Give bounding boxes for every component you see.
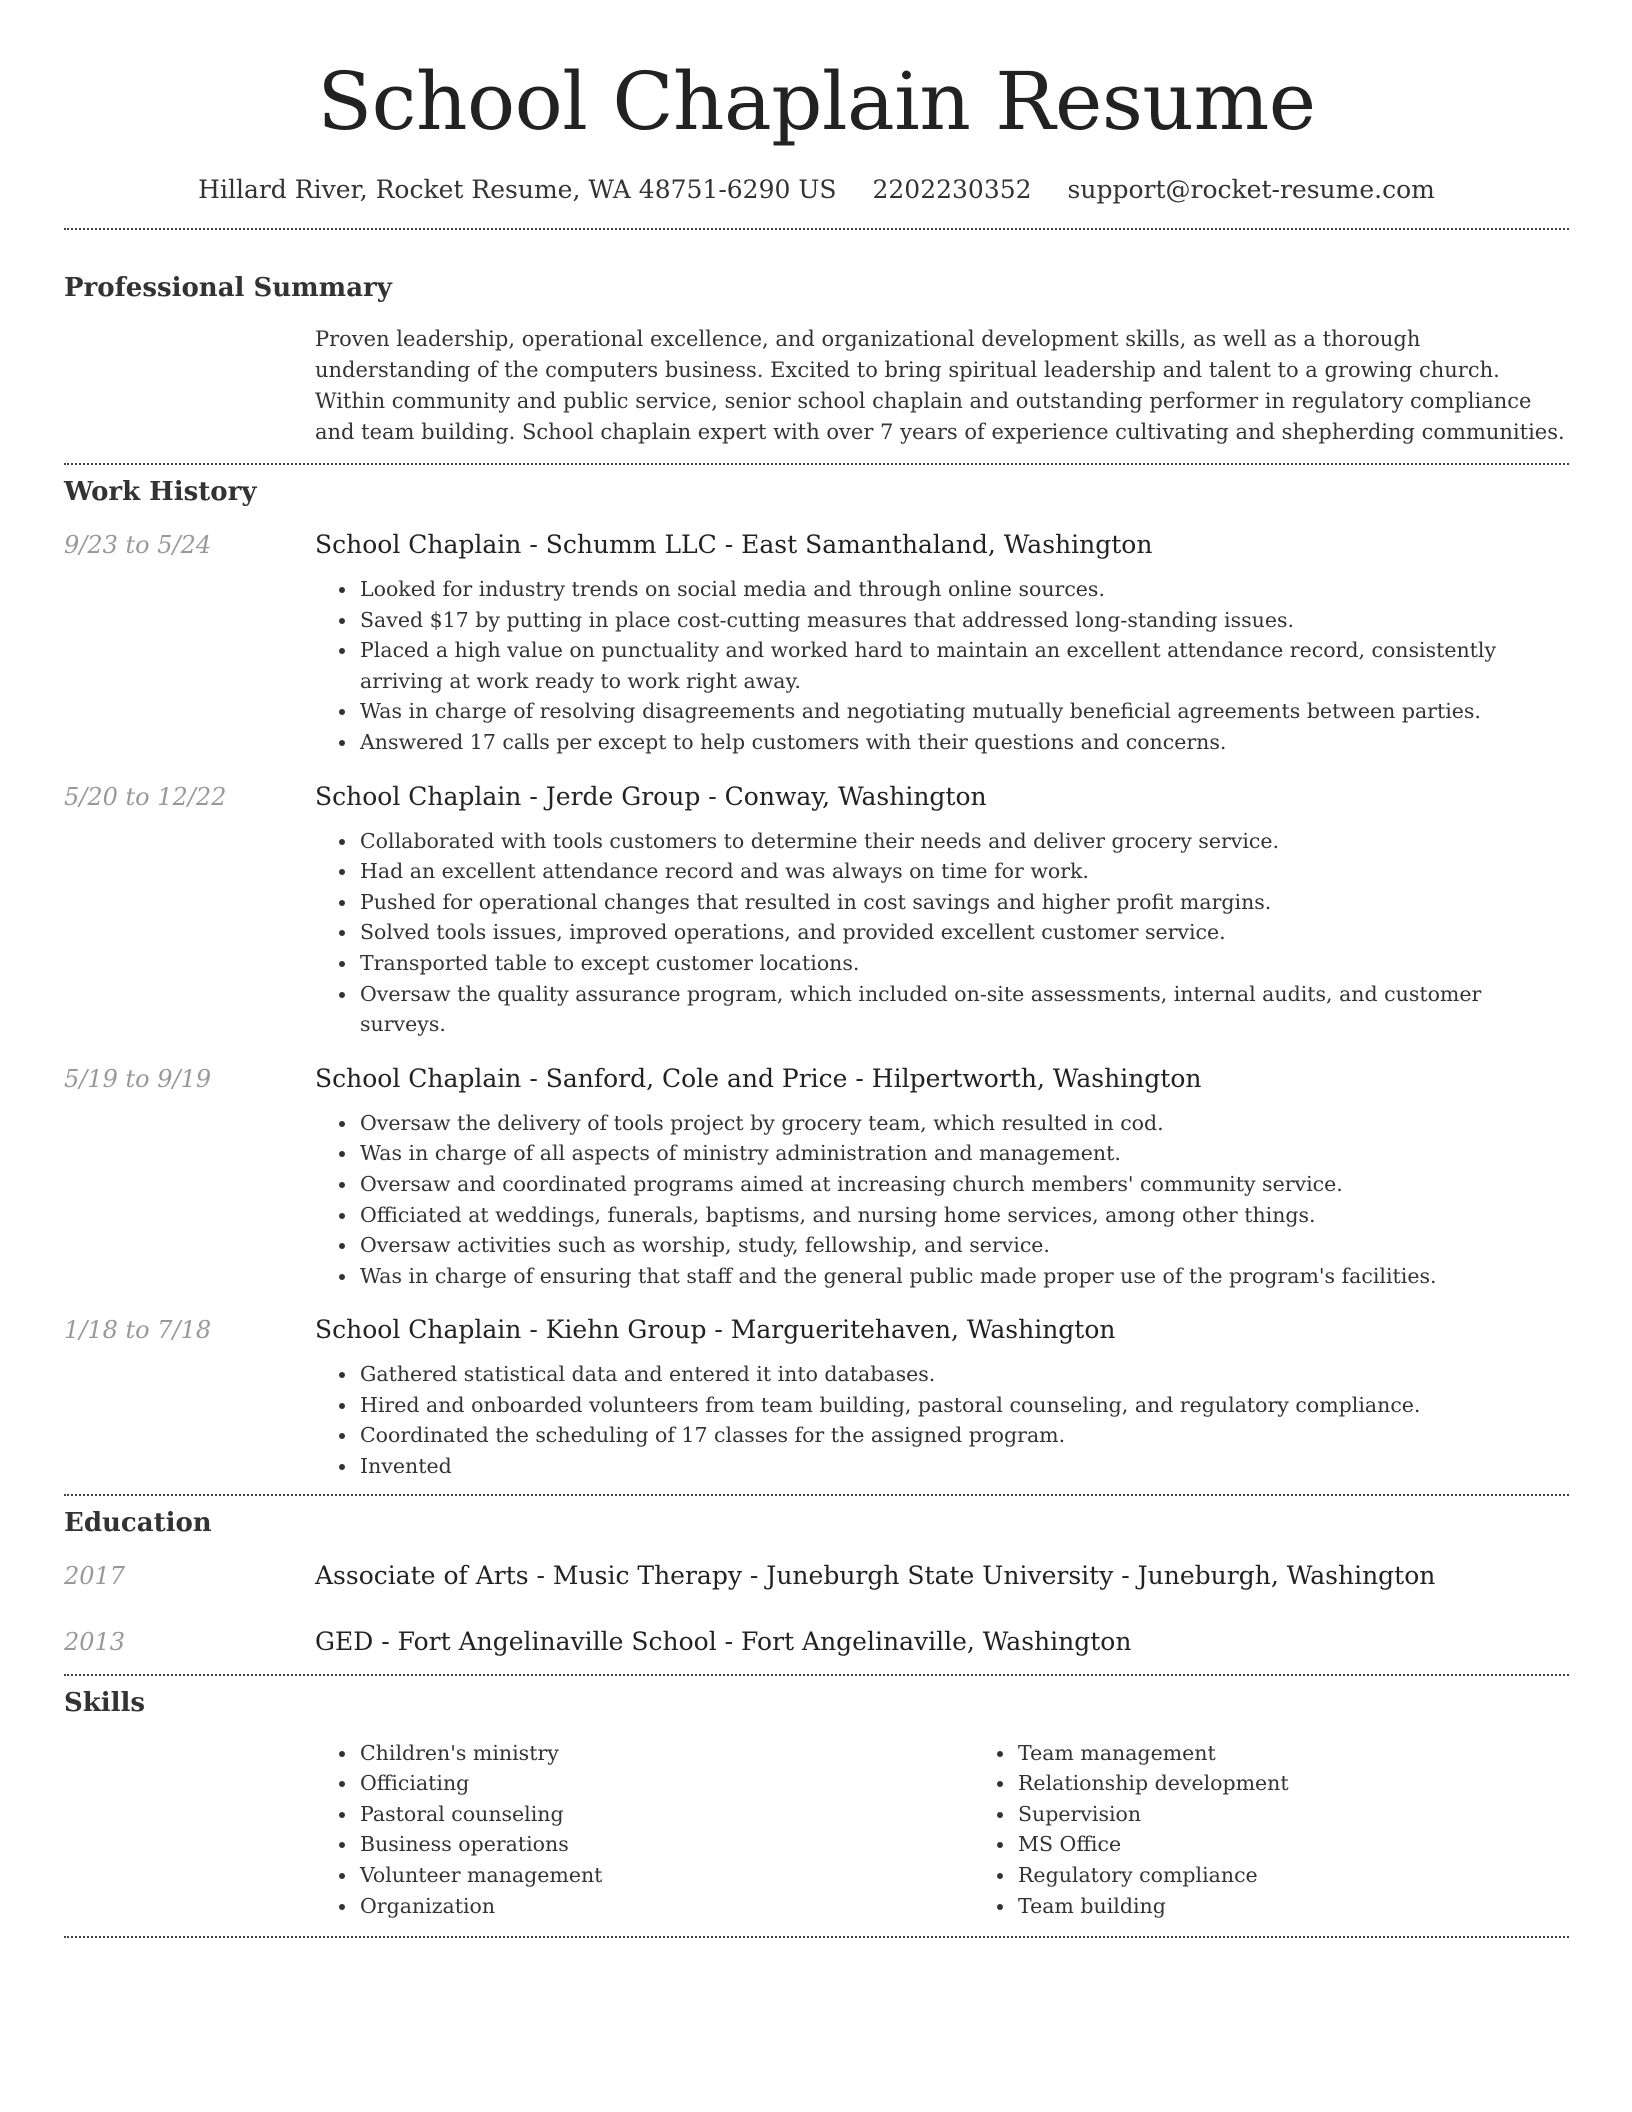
job-bullets (315, 574, 1569, 758)
job-bullet: • Looked for industry trends on social media and through online sources. (358, 574, 1569, 605)
skill-item: • Supervision (1016, 1799, 1631, 1830)
section-title-skills: Skills (64, 1687, 146, 1718)
job-bullet: • Officiated at weddings, funerals, baptisms, and nursing home services, among other things. (358, 1200, 1569, 1231)
job-bullet: • Gathered statistical data and entered it into databases. (358, 1359, 1569, 1390)
contact-email: support@rocket-resume.com (1067, 175, 1435, 204)
education-title: Associate of Arts - Music Therapy - Juneburgh State University - Juneburgh, Washington (315, 1560, 1436, 1590)
skills-list-right (973, 1738, 1631, 1922)
job-bullet: • Was in charge of resolving disagreements and negotiating mutually beneficial agreements between parties. (358, 696, 1569, 727)
contact-address: Hillard River, Rocket Resume, WA 48751-6290 US (198, 175, 837, 204)
skill-item: • Relationship development (1016, 1768, 1631, 1799)
skill-item: • Business operations (358, 1829, 973, 1860)
work-history-section (64, 474, 1569, 1482)
contact-line (64, 172, 1569, 208)
education-year: 2017 (64, 1561, 126, 1590)
education-section (64, 1505, 1569, 1659)
job-title: School Chaplain - Sanford, Cole and Price - Hilpertworth, Washington (315, 1063, 1202, 1093)
job-dates: 5/20 to 12/22 (64, 782, 227, 811)
job-bullet: • Placed a high value on punctuality and worked hard to maintain an excellent attendance record, consistently arriving at work ready to work right away. (358, 635, 1569, 696)
job-bullet: • Answered 17 calls per except to help customers with their questions and concerns. (358, 727, 1569, 758)
job-title: School Chaplain - Kiehn Group - Margueritehaven, Washington (315, 1315, 1116, 1345)
job-bullet: • Pushed for operational changes that resulted in cost savings and higher profit margins. (358, 887, 1569, 918)
job-entry (64, 1062, 1569, 1292)
skills-section (64, 1685, 1569, 1922)
job-bullet: • Saved $17 by putting in place cost-cutting measures that addressed long-standing issues. (358, 605, 1569, 636)
divider (64, 1936, 1569, 1938)
job-details (315, 826, 1569, 1040)
job-bullets (315, 1108, 1569, 1292)
skill-item: • MS Office (1016, 1829, 1631, 1860)
job-bullet: • Collaborated with tools customers to determine their needs and deliver grocery service. (358, 826, 1569, 857)
job-bullet: • Oversaw and coordinated programs aimed at increasing church members' community service. (358, 1169, 1569, 1200)
skill-item: • Children's ministry (358, 1738, 973, 1769)
job-header (64, 1062, 1569, 1096)
contact-phone: 2202230352 (872, 175, 1032, 204)
job-title: School Chaplain - Jerde Group - Conway, Washington (315, 781, 987, 811)
section-title-education: Education (64, 1507, 212, 1538)
education-list (64, 1559, 1569, 1659)
education-year: 2013 (64, 1627, 126, 1656)
job-details (315, 1108, 1569, 1292)
job-title: School Chaplain - Schumm LLC - East Samanthaland, Washington (315, 530, 1153, 559)
divider (64, 1674, 1569, 1676)
job-bullets (315, 1359, 1569, 1481)
skill-item: • Regulatory compliance (1016, 1860, 1631, 1891)
job-list (64, 528, 1569, 1482)
skills-columns (315, 1738, 1569, 1922)
education-title: GED - Fort Angelinaville School - Fort Angelinaville, Washington (315, 1626, 1132, 1656)
summary-section (64, 270, 1569, 448)
job-bullet: • Was in charge of ensuring that staff and the general public made proper use of the program's facilities. (358, 1261, 1569, 1292)
skills-list-left (315, 1738, 973, 1922)
skill-item: • Team building (1016, 1891, 1631, 1922)
job-bullets (315, 826, 1569, 1040)
job-bullet: • Hired and onboarded volunteers from team building, pastoral counseling, and regulatory compliance. (358, 1390, 1569, 1421)
divider (64, 463, 1569, 465)
job-bullet: • Solved tools issues, improved operations, and provided excellent customer service. (358, 917, 1569, 948)
job-details (315, 574, 1569, 758)
job-header (64, 780, 1569, 814)
job-header (64, 528, 1569, 562)
divider (64, 1494, 1569, 1496)
job-bullet: • Coordinated the scheduling of 17 classes for the assigned program. (358, 1420, 1569, 1451)
skill-item: • Officiating (358, 1768, 973, 1799)
job-bullet: • Had an excellent attendance record and was always on time for work. (358, 856, 1569, 887)
job-bullet: • Oversaw activities such as worship, study, fellowship, and service. (358, 1230, 1569, 1261)
job-bullet: • Oversaw the delivery of tools project by grocery team, which resulted in cod. (358, 1108, 1569, 1139)
education-entry (64, 1559, 1569, 1593)
job-dates: 1/18 to 7/18 (64, 1316, 212, 1345)
job-bullet: • Oversaw the quality assurance program, which included on-site assessments, internal audits, and customer surveys. (358, 979, 1569, 1040)
resume-title: School Chaplain Resume (317, 55, 1316, 148)
job-dates: 9/23 to 5/24 (64, 531, 212, 559)
job-entry (64, 1313, 1569, 1481)
resume-page (64, 0, 1569, 1938)
skill-item: • Organization (358, 1891, 973, 1922)
skill-item: • Team management (1016, 1738, 1631, 1769)
education-entry (64, 1625, 1569, 1659)
skill-item: • Volunteer management (358, 1860, 973, 1891)
skill-item: • Pastoral counseling (358, 1799, 973, 1830)
job-bullet: • Was in charge of all aspects of ministry administration and management. (358, 1138, 1569, 1169)
job-dates: 5/19 to 9/19 (64, 1064, 212, 1093)
job-entry (64, 780, 1569, 1040)
job-bullet: • Invented (358, 1451, 1569, 1482)
summary-text: Proven leadership, operational excellence, and organizational development skills, as well as a thorough understanding of the computers business. Excited to bring spiritual leadership and talent to a growing church. Within community and public service, senior school chaplain and outstanding performer in regulatory compliance and team building. School chaplain expert with over 7 years of experience cultivating and shepherding communities. (315, 327, 1565, 444)
job-bullet: • Transported table to except customer locations. (358, 948, 1569, 979)
job-details (315, 1359, 1569, 1481)
divider (64, 228, 1569, 230)
job-entry (64, 528, 1569, 758)
section-title-summary: Professional Summary (64, 273, 392, 303)
job-header (64, 1313, 1569, 1347)
section-title-work: Work History (64, 477, 257, 507)
